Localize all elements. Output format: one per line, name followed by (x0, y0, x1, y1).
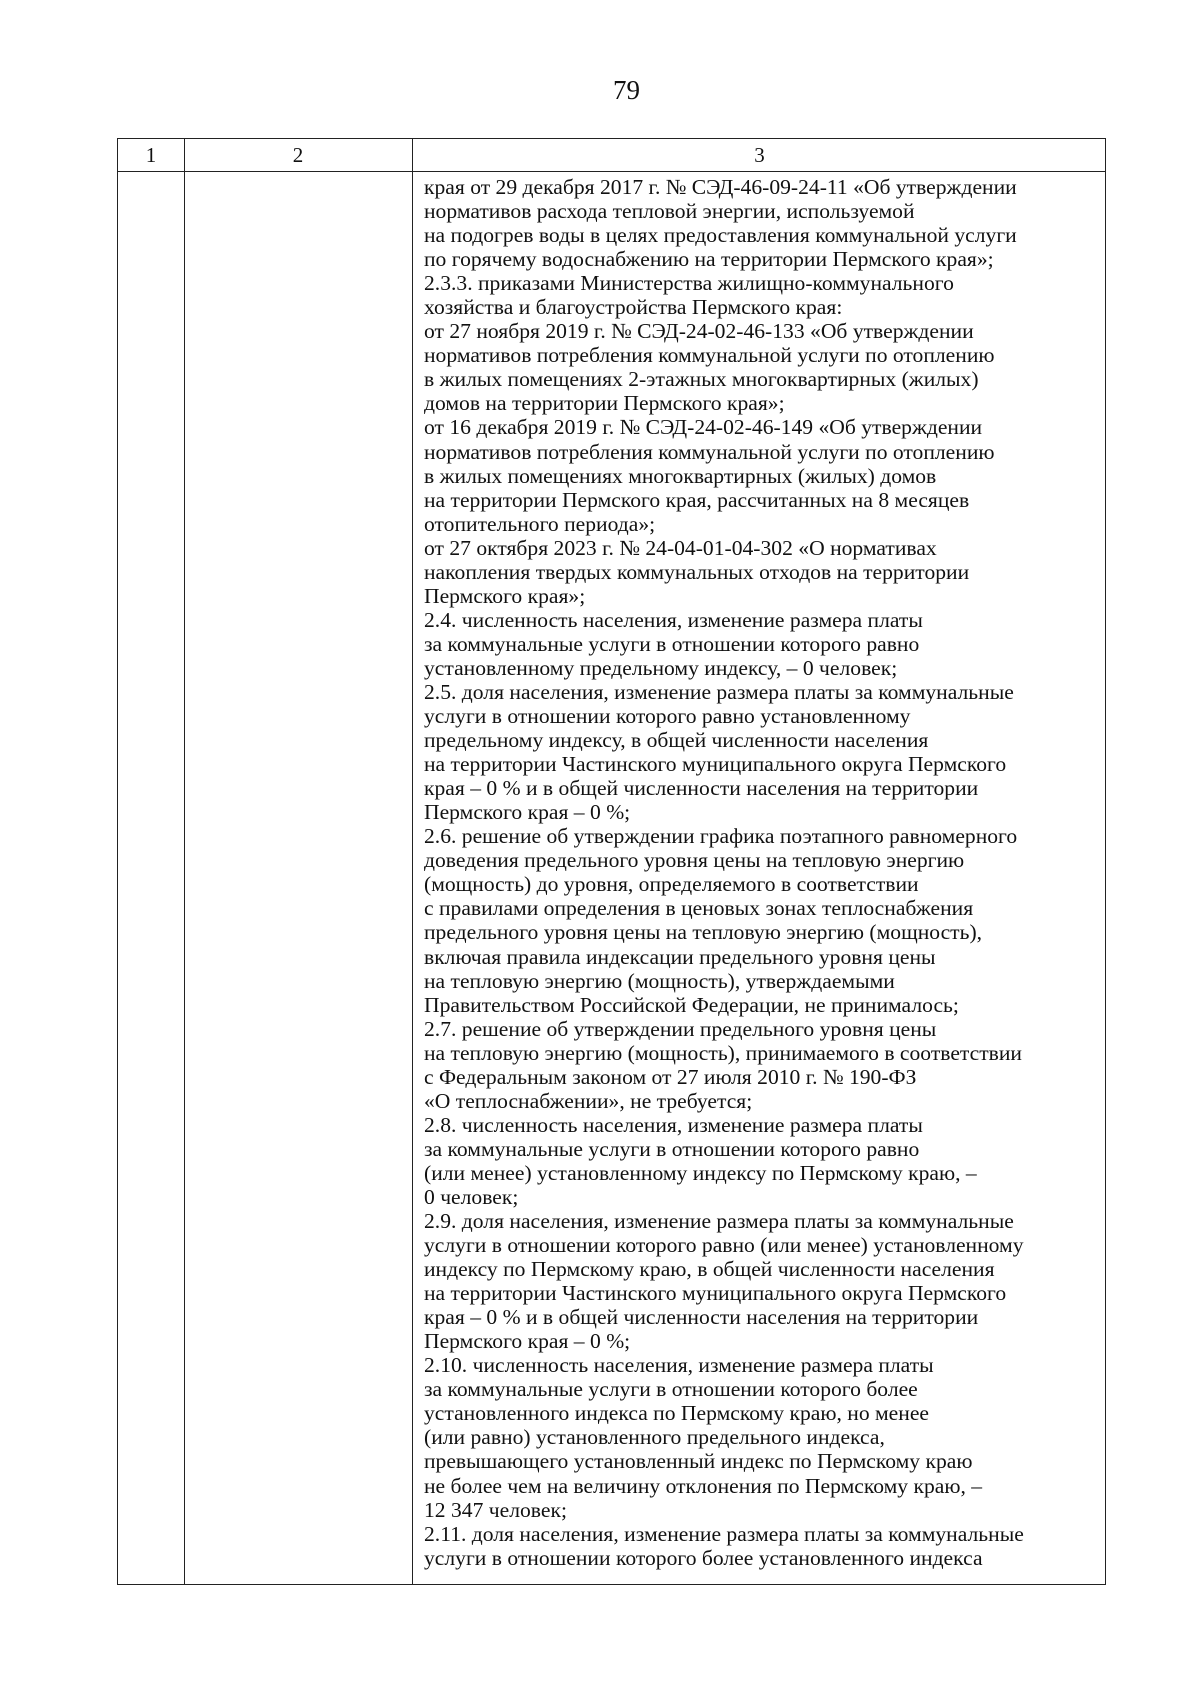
text-line: за коммунальные услуги в отношении которого более (424, 1377, 918, 1402)
text-line: превышающего установленный индекс по Пермскому краю (424, 1449, 973, 1474)
text-line: предельному индексу, в общей численности населения (424, 728, 929, 753)
text-line: 2.5. доля населения, изменение размера платы за коммунальные (424, 679, 1014, 704)
text-line: Пермского края – 0 %; (424, 800, 631, 825)
text-line: за коммунальные услуги в отношении которого равно (424, 631, 920, 656)
text-line: на тепловую энергию (мощность), принимаемого в соответствии (424, 1040, 1022, 1065)
text-line: 2.11. доля населения, изменение размера платы за коммунальные (424, 1521, 1024, 1546)
text-line: 0 человек; (424, 1184, 519, 1209)
text-line: доведения предельного уровня цены на тепловую энергию (424, 848, 965, 873)
text-line: с Федеральным законом от 27 июля 2010 г. № 190-ФЗ (424, 1064, 917, 1089)
text-line: включая правила индексации предельного уровня цены (424, 944, 936, 969)
text-line: Пермского края»; (424, 583, 586, 608)
text-line: (или менее) установленному индексу по Пермскому краю, – (424, 1160, 977, 1185)
text-line: услуги в отношении которого более установленного индекса (424, 1545, 983, 1570)
text-line: 2.4. численность населения, изменение размера платы (424, 607, 923, 632)
text-line: услуги в отношении которого равно (или менее) установленному (424, 1233, 1024, 1258)
text-line: индексу по Пермскому краю, в общей численности населения (424, 1257, 995, 1282)
text-line: 2.3.3. приказами Министерства жилищно-коммунального (424, 271, 954, 296)
text-line: не более чем на величину отклонения по Пермскому краю, – (424, 1473, 983, 1498)
text-line: 2.10. численность населения, изменение размера платы (424, 1353, 934, 1378)
text-line: услуги в отношении которого равно установленному (424, 704, 911, 729)
text-line: Пермского края – 0 %; (424, 1329, 631, 1354)
text-line: края – 0 % и в общей численности населения на территории (424, 776, 979, 801)
text-line: хозяйства и благоустройства Пермского края: (424, 295, 843, 320)
text-line: на тепловую энергию (мощность), утверждаемыми (424, 968, 895, 993)
column-header-2: 2 (292, 143, 304, 167)
column-header-1: 1 (145, 143, 157, 167)
text-line: 2.7. решение об утверждении предельного уровня цены (424, 1016, 937, 1041)
text-line: за коммунальные услуги в отношении которого равно (424, 1136, 920, 1161)
text-line: на территории Частинского муниципального округа Пермского (424, 1281, 1007, 1306)
text-line: (или равно) установленного предельного индекса, (424, 1425, 885, 1450)
text-line: по горячему водоснабжению на территории Пермского края»; (424, 247, 994, 272)
text-line: с правилами определения в ценовых зонах теплоснабжения (424, 896, 974, 921)
text-line: от 27 октября 2023 г. № 24-04-01-04-302 «О нормативах (424, 535, 937, 560)
text-line: на территории Пермского края, рассчитанных на 8 месяцев (424, 487, 970, 512)
text-line: (мощность) до уровня, определяемого в соответствии (424, 872, 919, 897)
text-line: «О теплоснабжении», не требуется; (424, 1088, 753, 1113)
text-line: 2.8. численность населения, изменение размера платы (424, 1112, 923, 1137)
text-line: домов на территории Пермского края»; (424, 391, 785, 416)
text-line: от 16 декабря 2019 г. № СЭД-24-02-46-149 «Об утверждении (424, 415, 983, 440)
column-3-text (424, 175, 1104, 1570)
document-table (117, 138, 1106, 1585)
text-line: нормативов расхода тепловой энергии, используемой (424, 199, 915, 224)
text-line: в жилых помещениях многоквартирных (жилых) домов (424, 463, 937, 488)
text-line: края от 29 декабря 2017 г. № СЭД-46-09-24-11 «Об утверждении (424, 175, 1017, 199)
text-line: на подогрев воды в целях предоставления коммунальной услуги (424, 223, 1017, 248)
column-divider (412, 139, 413, 1584)
column-header-3: 3 (754, 143, 765, 167)
text-line: нормативов потребления коммунальной услуги по отоплению (424, 439, 995, 464)
text-line: нормативов потребления коммунальной услуги по отоплению (424, 343, 995, 368)
text-line: предельного уровня цены на тепловую энергию (мощность), (424, 920, 983, 945)
text-line: 12 347 человек; (424, 1497, 567, 1522)
text-line: края – 0 % и в общей численности населения на территории (424, 1305, 979, 1330)
column-divider (184, 139, 185, 1584)
text-line: в жилых помещениях 2-этажных многоквартирных (жилых) (424, 367, 979, 392)
text-line: Правительством Российской Федерации, не принималось; (424, 992, 959, 1017)
page-number: 79 (613, 75, 640, 105)
text-line: отопительного периода»; (424, 511, 656, 536)
text-line: на территории Частинского муниципального округа Пермского (424, 752, 1007, 777)
text-line: накопления твердых коммунальных отходов на территории (424, 559, 970, 584)
text-line: установленного индекса по Пермскому краю, но менее (424, 1401, 929, 1426)
header-divider (118, 171, 1105, 172)
text-line: 2.6. решение об утверждении графика поэтапного равномерного (424, 824, 1018, 849)
text-line: от 27 ноября 2019 г. № СЭД-24-02-46-133 «Об утверждении (424, 319, 974, 344)
text-line: установленному предельному индексу, – 0 человек; (424, 655, 898, 680)
text-line: 2.9. доля населения, изменение размера платы за коммунальные (424, 1209, 1014, 1234)
